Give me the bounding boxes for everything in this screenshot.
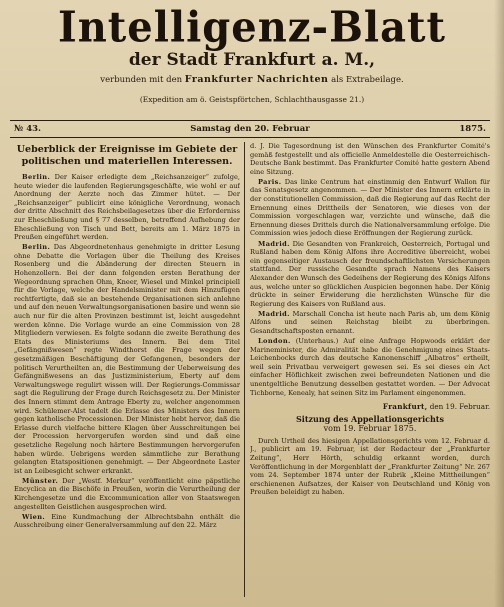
place-name: Berlin.	[22, 243, 51, 252]
article-paragraph	[250, 337, 490, 397]
tagline-pre: verbunden mit den	[100, 75, 183, 85]
tagline-name: Frankfurter Nachrichten	[184, 74, 329, 85]
masthead-tagline	[0, 74, 504, 86]
left-column	[14, 142, 240, 599]
paragraph-text: Der Kaiser erledigte dem „Reichsanzeiger“ zufolge, heute wieder die laufenden Regierungsgeschäfte, wie wohl er auf Anordnung der Aerzte noch das Zimmer hütet. — Der „Reichsanzeiger“ publicirt eine königliche Verordnung, wonach der dritte Abschnitt des Reichsbeilagesetzes über die Erforderniss zur Eheschließung und § 77 desselben, betreffend Aufhebung der Eheschließung von Tisch und Bett, bereits am 1. März 1875 in Preußen eingeführt werden.	[14, 173, 240, 242]
paragraph-text: Eine Kundmachung der Albrechtsbahn enthält die Ausschreibung einer Generalversammlung auf den 22. März	[14, 512, 240, 530]
issue-bar	[10, 120, 490, 138]
article-paragraph	[14, 513, 240, 530]
place-name: Madrid.	[258, 309, 290, 318]
masthead-title: Intelligenz-Blatt	[58, 2, 446, 53]
dateline	[250, 403, 490, 412]
page-edge-shadow	[494, 0, 504, 607]
paragraph-text: Der „Westf. Merkur“ veröffentlicht eine päpstliche Encyclica an die Bischöfe in Preußen, worin die Verurtheilung der Kirchengesetze und die Excommunication aller von Staatswegen angestellten Geistlichen ausgesprochen wird.	[14, 476, 240, 511]
place-name: London.	[258, 337, 291, 346]
masthead	[0, 2, 504, 105]
paragraph-text: Das Abgeordnetenhaus genehmigte in dritter Lesung ohne Debatte die Vorlagen über die Theilung des Kreises Rosenberg und die Abänderung der directen Steuern in Hohenzollern. Bei der dann folgenden ersten Berathung der Wegeordnung sprachen Ohm, Kneer, Wiesel und Minkel principiell für die Vorlage, welche der Handelsminister mit dem Hinzufügen rechtfertigte, daß sie an bestehende Organisationen sich anlehne und auf den neuen Verwaltungsorganisationen basire und wenn sie auch nur für die alten Provinzen bestimmt ist, leicht ausgedehnt werden könne. Die Vorlage wurde an eine Commission von 28 Mitgliedern verwiesen. Es folgte sodann die zweite Berathung des Etats des Ministeriums des Innern. Bei dem Titel „Gefängnißwesen“ regte Windthorst die Frage wegen der gesetzmäßigen Beschäftigung der Gefangenen, besonders der politisch Verurtheilten an, die Bestimmung der Ueberweisung des Gefängnißwesens an das Justizministerium, Eberty auf dem Verwaltungswege regulirt wissen will. Der Regierungs-Commissar sagt die Regulirung der Frage durch Reichsgesetz zu. Der Minister des Innern stimmt dem Antrage Eberty zu, welcher angenommen wird. Schülemer-Alst tadelt die Erlasse des Ministers des Innern gegen katholische Processionen. Der Minister hebt hervor, daß die Erlasse durch vielfache bittere Klagen über Ausschreitungen bei der Procession hervorgerufen worden sind und daß eine gesetzliche Regelung noch härtere Bestimmungen hervorgerufen haben würde. Uebrigens werden sämmtliche zur Berathung gelangten Etatspositionen genehmigt. — Der Abgeordnete Laster ist an Leibesgicht schwer erkrankt.	[14, 243, 240, 475]
paragraph-text: Die Gesandten von Frankreich, Oesterreich, Portugal und Rußland haben dem König Alfons ihre Accreditive überreicht, wobei ein gegenseitiger Austausch der freundschaftlichsten Versicherungen stattfand. Der russische Gesandte sprach Namens des Kaisers Alexander den Wunsch des Gedeihens der Regierung des Königs Alfons aus, welche unter so glücklichen Auspicien begonnen habe. Der König drückte in seiner Erwiderung die herzlichsten Wünsche für die Regierung des Kaisers von Rußland aus.	[250, 239, 490, 308]
article-paragraph: Durch Urtheil des hiesigen Appellationsgerichts vom 12. Februar d. J., publicirt am 19. Februar, ist der Redacteur der „Frankfurter Zeitung“, Herr Hörth, schuldig erkannt worden, durch Veröffentlichung in der Morgenblatt der „Frankfurter Zeitung“ Nr. 267 vom 24. September 1874 unter der Rubrik „Kleine Mittheilungen“ erschienenen Aufsatzes, der Kaiser von Deutschland und König von Preußen beleidigt zu haben.	[250, 436, 490, 497]
article-paragraph	[14, 173, 240, 242]
article-paragraph	[14, 243, 240, 475]
tagline-post: als Extrabeilage.	[331, 75, 404, 85]
paragraph-text: Marschall Concha ist heute nach Paris ab, um dem König Alfons und seinen Reichstag bleibt zu überbringen. Gesandtschaftsposten ernannt.	[250, 309, 490, 335]
paragraph-text: (Unterhaus.) Auf eine Anfrage Hopwoods erklärt der Marineminister, die Admiralität habe die Genehmigung eines Staats-Leichenbocks durch das deutsche Kanonenschiff „Albatros“ ertheilt, weil sein Privatbau verweigert gewesen sei. Es sei dieses ein Act einfacher Höflichkeit zwischen zwei befreundeten Nationen und die unentgeltliche Benutzung desselben gestattet worden. — Der Advocat Tichborne, Kenealy, hat seinen Sitz im Parlament eingenommen.	[250, 337, 490, 397]
article-paragraph	[250, 178, 490, 238]
issue-date: Samstag den 20. Februar	[190, 124, 310, 134]
article-headline: Ueberblick der Ereignisse im Gebiete der politischen und materiellen Interessen.	[16, 144, 238, 167]
column-divider	[244, 142, 245, 597]
place-name: Münster.	[22, 476, 59, 485]
place-name: Paris.	[258, 177, 282, 186]
article-paragraph	[14, 477, 240, 511]
dateline-place: Frankfurt,	[382, 402, 428, 412]
masthead-expedition: (Expedition am ö. Geistspförtchen, Schlachthausgasse 21.)	[139, 95, 365, 104]
place-name: Madrid.	[258, 239, 290, 248]
dateline-date: den 19. Februar.	[429, 402, 490, 412]
article-paragraph	[250, 240, 490, 309]
section-subhead: Sitzung des Appellationsgerichts	[296, 413, 444, 424]
paragraph-text: Das linke Centrum hat einstimmig den Entwurf Wallon für das Senatsgesetz angenommen. — Der Minister des Innern erklärte in der constitutionellen Commission, daß die Regierung auf das Recht der Ernennung eines Drittheils der Senatoren, wie dieses von der Commission vorgeschlagen war, verzichte und wünsche, daß die Ernennung dieses Drittels durch die Nationalversammlung erfolge. Die Commission wies jedoch diese Eröffnungen der Regierung zurück.	[250, 177, 490, 238]
place-name: Berlin.	[22, 173, 51, 181]
issue-year: 1875.	[459, 124, 486, 134]
right-column	[250, 142, 490, 599]
article-paragraph: d. J. Die Tagesordnung ist den Wünschen des Frankfurter Comité's gemäß festgestellt und als officielle Anmeldestelle die Oesterreichisch-Deutsche Bank bestimmt. Das Frankfurter Comité hatte gestern Abend eine Sitzung.	[250, 142, 490, 176]
masthead-subtitle: der Stadt Frankfurt a. M.,	[128, 50, 376, 70]
place-name: Wien.	[22, 512, 46, 521]
section-subhead-date: vom 19. Februar 1875.	[323, 423, 417, 433]
issue-number: № 43.	[14, 124, 41, 134]
article-paragraph	[250, 310, 490, 336]
